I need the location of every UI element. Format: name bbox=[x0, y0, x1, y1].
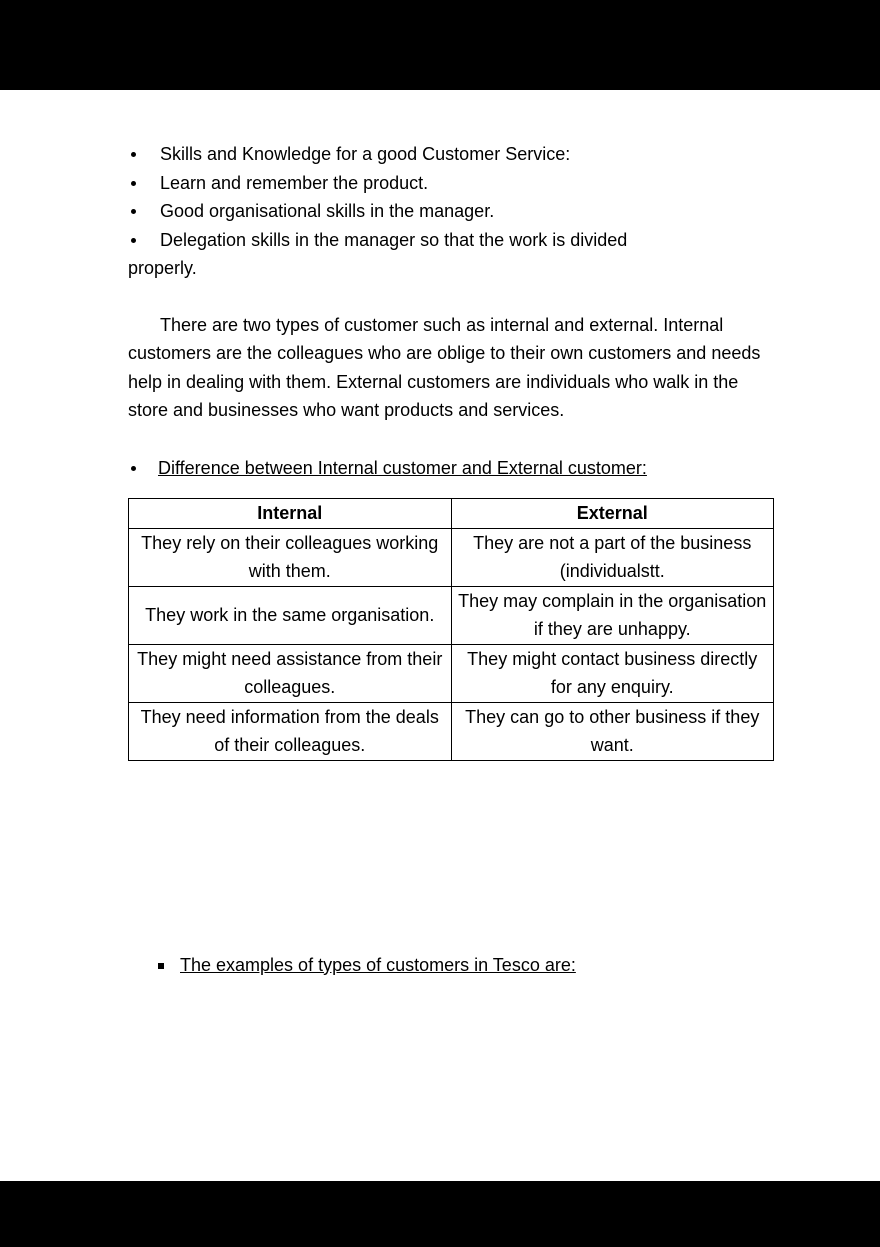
table-cell: They may complain in the organisation if they are unhappy. bbox=[451, 586, 774, 644]
bullet-icon bbox=[131, 181, 136, 186]
list-item bbox=[128, 140, 774, 169]
table-row bbox=[129, 644, 774, 702]
bullet-icon bbox=[131, 238, 136, 243]
table-cell: They work in the same organisation. bbox=[129, 586, 452, 644]
list-item bbox=[128, 226, 774, 255]
list-item-text: Delegation skills in the manager so that the work is divided bbox=[160, 229, 628, 250]
bullet-icon bbox=[131, 466, 136, 471]
skills-bullet-list bbox=[128, 140, 774, 283]
list-item-text: Skills and Knowledge for a good Customer Service: bbox=[160, 144, 571, 164]
table-row bbox=[129, 528, 774, 586]
bullet-icon bbox=[131, 209, 136, 214]
customer-types-paragraph: There are two types of customer such as internal and external. Internal customers are the colleagues who are oblige to their own customers and needs help in dealing with them. External customers are individuals who walk in the store and businesses who want products and services. bbox=[128, 314, 761, 420]
table-header-external: External bbox=[451, 499, 774, 529]
difference-heading-line bbox=[128, 454, 774, 483]
square-bullet-icon bbox=[158, 963, 164, 969]
table-cell: They rely on their colleagues working with them. bbox=[129, 528, 452, 586]
table-row bbox=[129, 702, 774, 760]
list-item-text: Good organisational skills in the manager. bbox=[160, 201, 495, 221]
table-cell: They need information from the deals of their colleagues. bbox=[129, 702, 452, 760]
table-cell: They are not a part of the business (individualstt. bbox=[451, 528, 774, 586]
internal-external-table bbox=[128, 498, 774, 761]
table-cell: They can go to other business if they want. bbox=[451, 702, 774, 760]
table-header-row bbox=[129, 499, 774, 529]
table-header-internal: Internal bbox=[129, 499, 452, 529]
list-item-text: Learn and remember the product. bbox=[160, 172, 429, 193]
examples-heading-line bbox=[128, 951, 774, 980]
document-content bbox=[0, 90, 880, 979]
table-row bbox=[129, 586, 774, 644]
bullet-icon bbox=[131, 152, 136, 157]
document-page bbox=[0, 90, 880, 1181]
list-item-overflow: properly. bbox=[128, 258, 197, 278]
list-item bbox=[128, 197, 774, 226]
table-cell: They might need assistance from their colleagues. bbox=[129, 644, 452, 702]
list-item bbox=[128, 169, 774, 198]
difference-heading: Difference between Internal customer and External customer: bbox=[158, 457, 647, 478]
table-cell: They might contact business directly for any enquiry. bbox=[451, 644, 774, 702]
examples-heading: The examples of types of customers in Tesco are: bbox=[180, 954, 576, 975]
